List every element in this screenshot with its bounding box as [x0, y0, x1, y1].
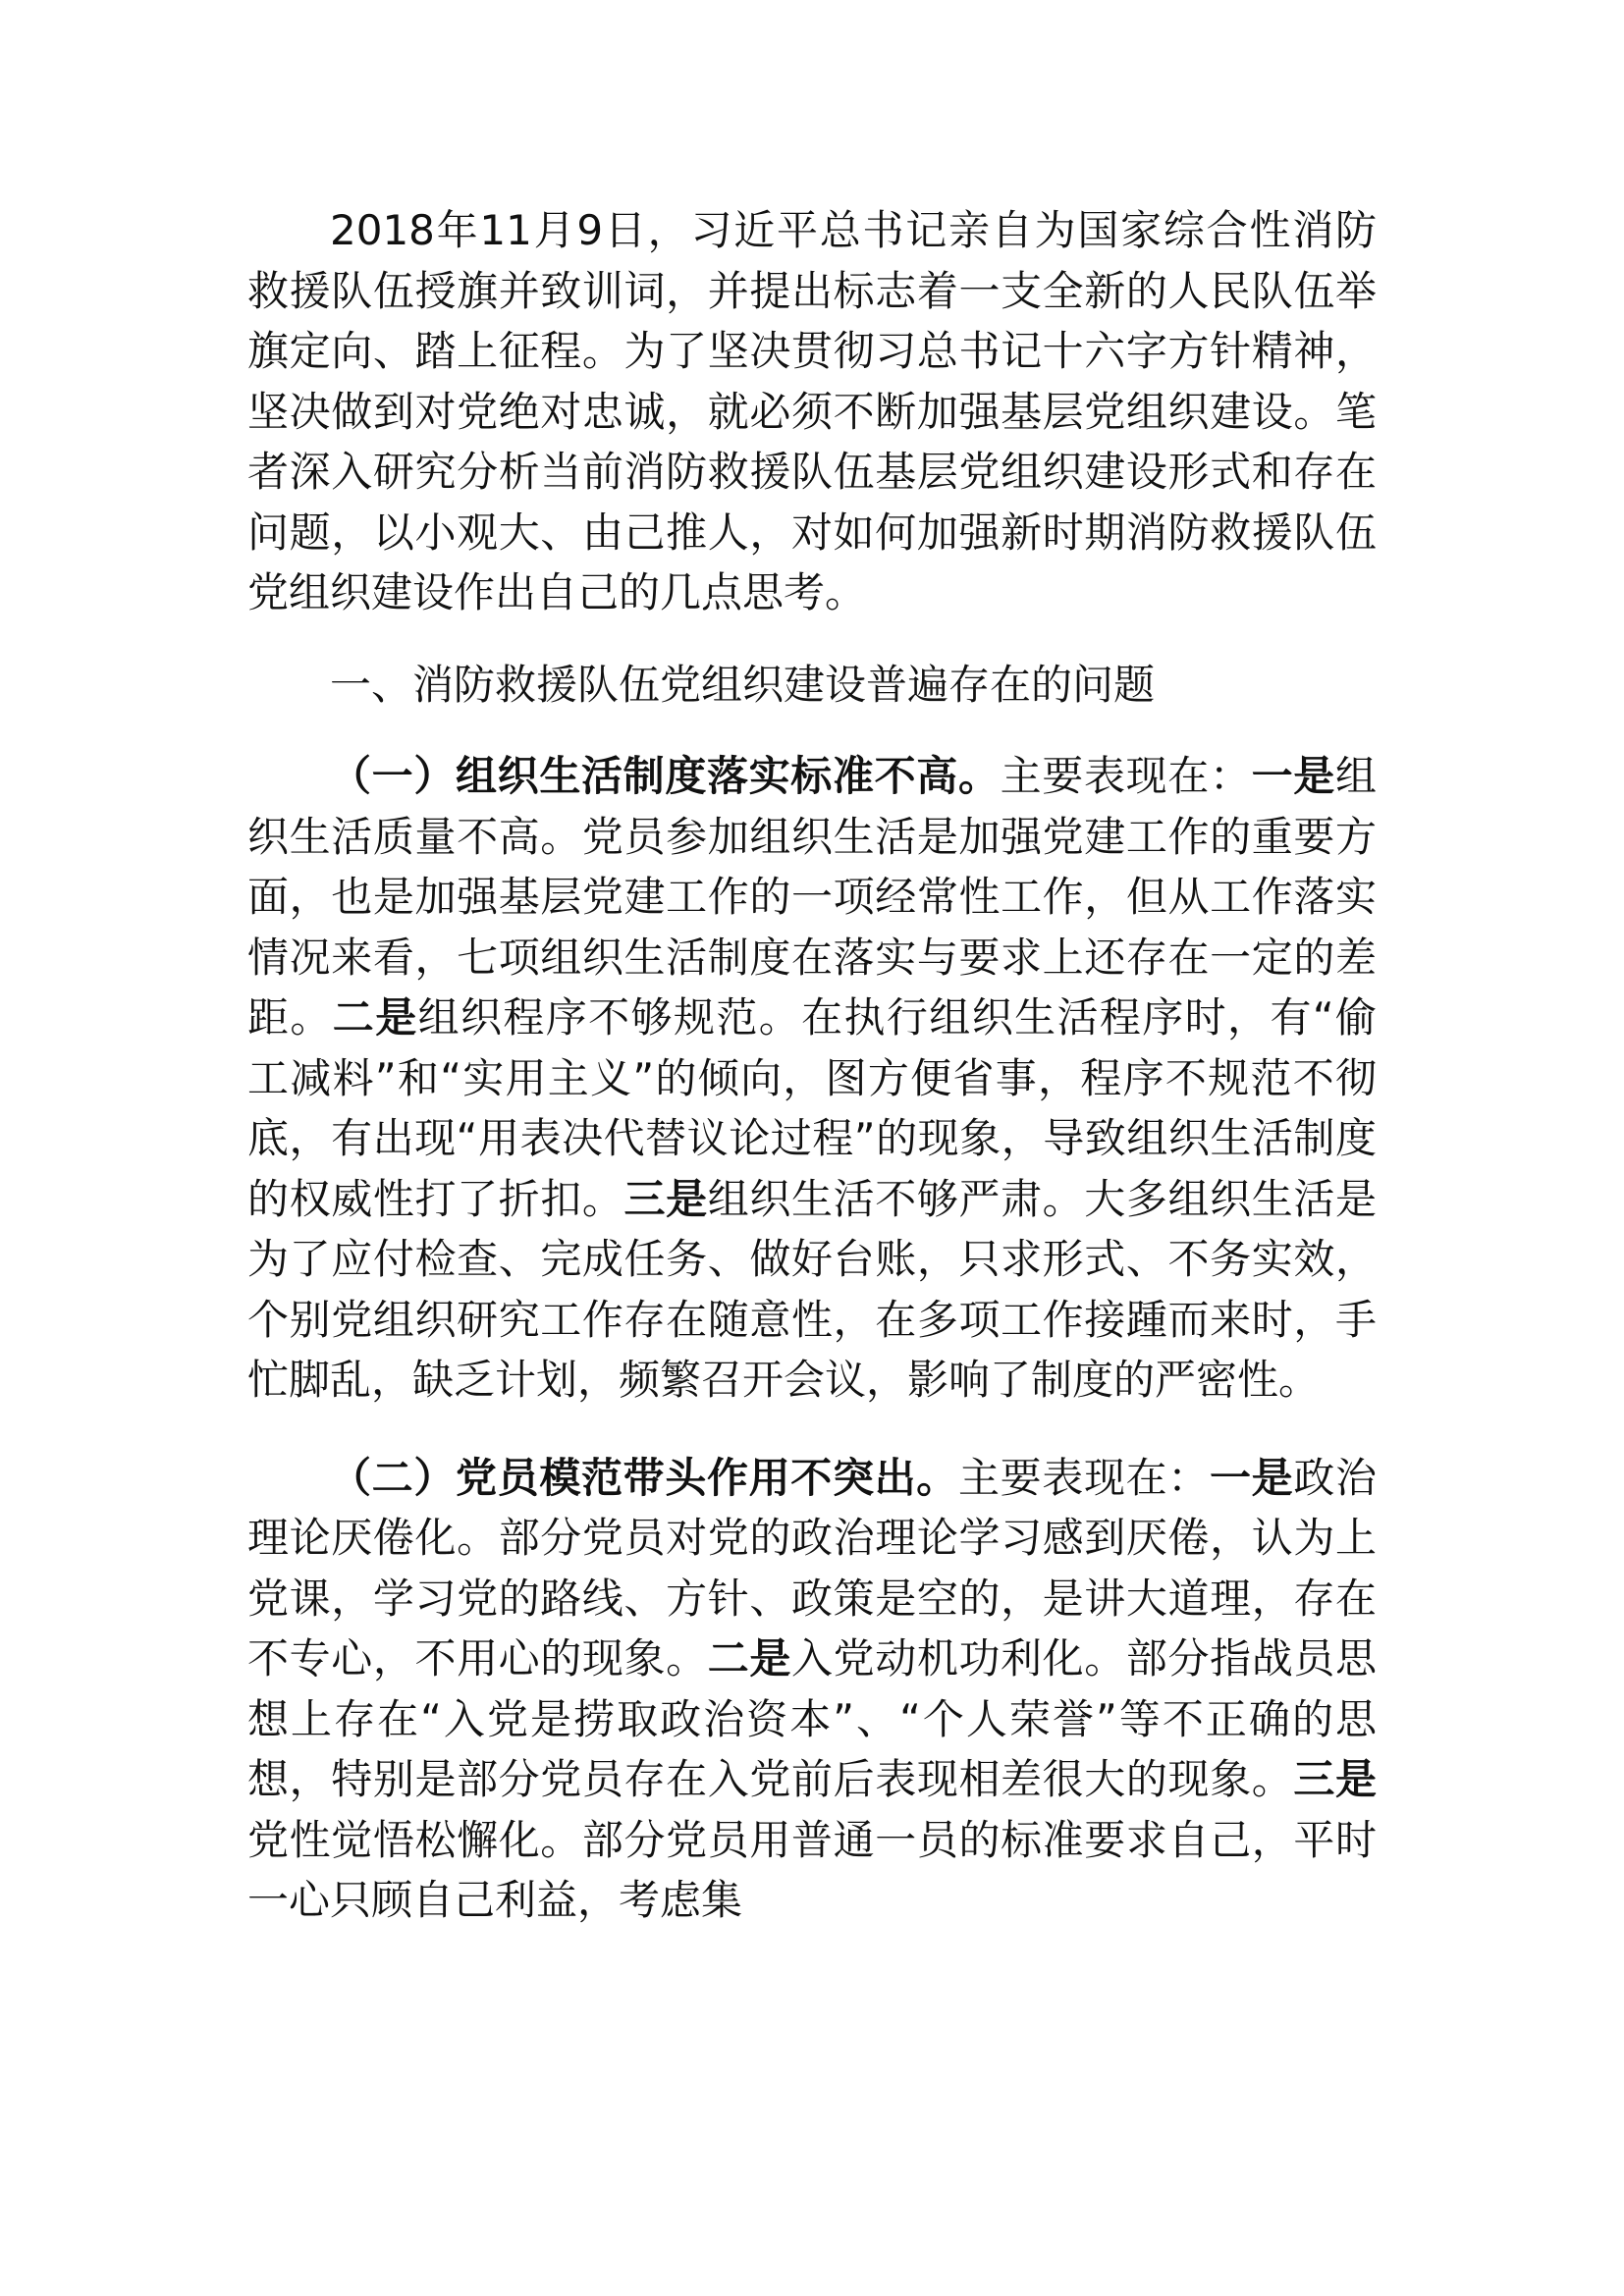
intro-paragraph: 2018年11月9日，习近平总书记亲自为国家综合性消防救援队伍授旗并致训词，并提出标志着一支全新的人民队伍举旗定向、踏上征程。为了坚决贯彻习总书记十六字方针精神，坚决做到对党绝对忠诚，就必须不断加强基层党组织建设。笔者深入研究分析当前消防救援队伍基层党组织建设形式和存在问题，以小观大、由己推人，对如何加强新时期消防救援队伍党组织建设作出自己的几点思考。 [247, 206, 1377, 616]
point-text: 组织程序不够规范。在执行组织生活程序时，有“偷工减料”和“实用主义”的倾向，图方便省事，程序不规范不彻底，有出现“用表决代替议论过程”的现象，导致组织生活制度的权威性打了折扣。 [247, 993, 1377, 1223]
subsection-1-title: （一）组织生活制度落实标准不高。 [330, 752, 1001, 800]
subsection-1-lead: 主要表现在： [1000, 752, 1252, 800]
point-label: 三是 [623, 1174, 708, 1223]
subsection-2-lead: 主要表现在： [957, 1453, 1210, 1502]
point-label: 一是 [1209, 1453, 1294, 1502]
subsection-2-paragraph [247, 1448, 1377, 1931]
subsection-2-title: （二）党员模范带头作用不突出。 [330, 1453, 958, 1502]
section-heading: 一、消防救援队伍党组织建设普遍存在的问题 [330, 660, 1156, 709]
point-label: 二是 [332, 993, 418, 1041]
point-text: 党性觉悟松懈化。部分党员用普通一员的标准要求自己，平时一心只顾自己利益，考虑集 [247, 1815, 1377, 1924]
point-label: 二是 [707, 1634, 791, 1682]
point-text: 入党动机功利化。部分指战员思想上存在“入党是捞取政治资本”、“个人荣誉”等不正确的思想，特别是部分党员存在入党前后表现相差很大的现象。 [247, 1634, 1377, 1803]
point-text: 组织生活不够严肃。大多组织生活是为了应付检查、完成任务、做好台账，只求形式、不务实效，个别党组织研究工作存在随意性，在多项工作接踵而来时，手忙脚乱，缺乏计划，频繁召开会议，影响了制度的严密性。 [247, 1174, 1377, 1404]
point-text: 组织生活质量不高。党员参加组织生活是加强党建工作的重要方面，也是加强基层党建工作的一项经常性工作，但从工作落实情况来看，七项组织生活制度在落实与要求上还存在一定的差距。 [247, 752, 1377, 1041]
point-label: 三是 [1293, 1755, 1377, 1803]
document-page [247, 200, 1377, 1931]
point-text: 政治理论厌倦化。部分党员对党的政治理论学习感到厌倦，认为上党课，学习党的路线、方针、政策是空的，是讲大道理，存在不专心，不用心的现象。 [247, 1453, 1377, 1682]
point-label: 一是 [1251, 752, 1335, 800]
subsection-1-paragraph [247, 746, 1377, 1411]
